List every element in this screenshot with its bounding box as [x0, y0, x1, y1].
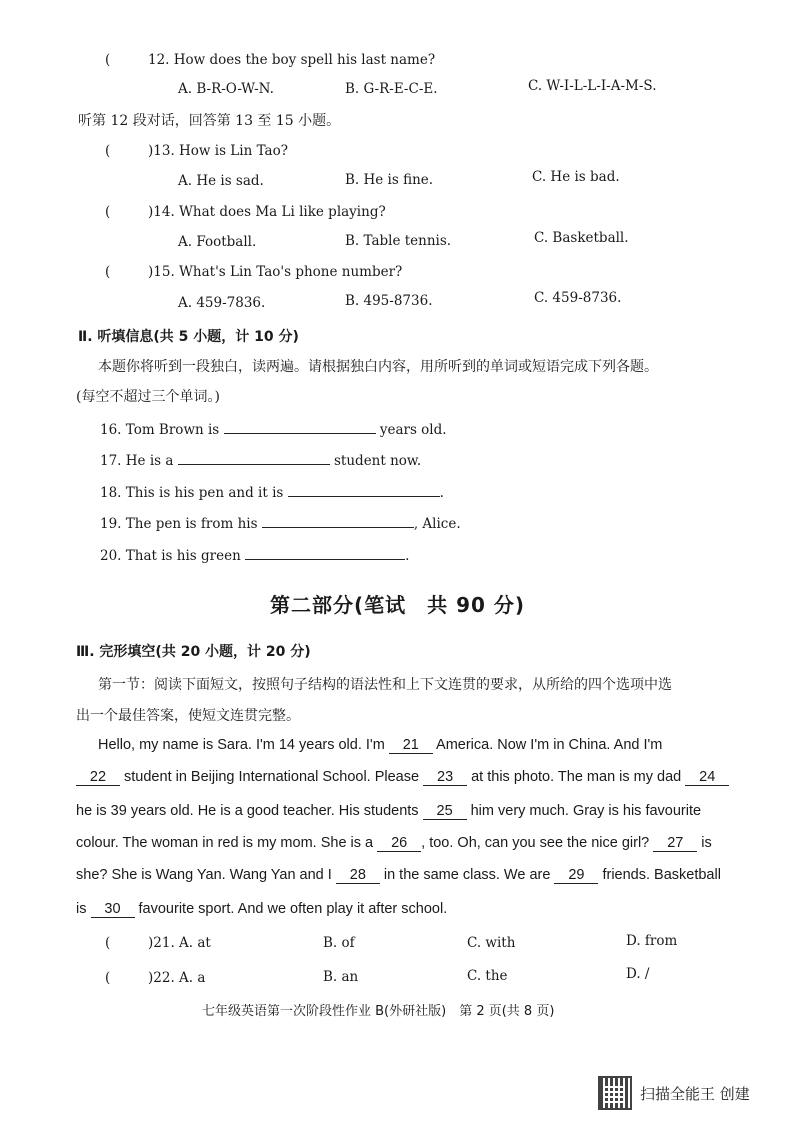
fill-item-18: 18. This is his pen and it is . [100, 485, 444, 501]
cloze-line-6: is 30 favourite sport. And we often play it after school. [76, 901, 448, 917]
listening-instruction-12: 听第 12 段对话，回答第 13 至 15 小题。 [78, 113, 341, 129]
q15-paren: ( [105, 264, 111, 280]
cloze-blank-25[interactable]: 25 [423, 803, 467, 820]
cloze-line-4: colour. The woman in red is my mom. She is a 26 , too. Oh, can you see the nice girl? 27 is [76, 835, 712, 851]
q14-paren: ( [105, 204, 111, 220]
q12-option-c: C. W-I-L-L-I-A-M-S. [528, 78, 657, 94]
q12-stem: 12. How does the boy spell his last name? [148, 52, 436, 68]
q14-stem: )14. What does Ma Li like playing? [148, 204, 386, 220]
cloze-blank-22[interactable]: 22 [76, 769, 120, 786]
cloze-line-5: she? She is Wang Yan. Wang Yan and I 28 in the same class. We are 29 friends. Basketball [76, 867, 721, 883]
fill-item-20: 20. That is his green . [100, 548, 410, 564]
section3-instruction-cont: 出一个最佳答案，使短文连贯完整。 [76, 708, 300, 724]
cloze-blank-21[interactable]: 21 [389, 737, 433, 754]
cloze-line-3: he is 39 years old. He is a good teacher. His students 25 him very much. Gray is his favourite [76, 803, 702, 819]
q22-paren: ( [105, 970, 111, 986]
page-footer: 七年级英语第一次阶段性作业 B(外研社版) 第 2 页(共 8 页) [202, 1004, 555, 1019]
q13-option-a: A. He is sad. [178, 173, 264, 189]
fill-item-16: 16. Tom Brown is years old. [100, 422, 447, 438]
part2-title: 第二部分(笔试 共 90 分) [270, 593, 526, 617]
cloze-blank-27[interactable]: 27 [653, 835, 697, 852]
cloze-blank-30[interactable]: 30 [91, 901, 135, 918]
answer-blank-19[interactable] [262, 515, 414, 528]
q15-option-c: C. 459-8736. [534, 290, 622, 306]
q12-paren: ( [105, 52, 111, 68]
q13-option-c: C. He is bad. [532, 169, 620, 185]
q15-option-a: A. 459-7836. [178, 295, 266, 311]
section3-instruction: 第一节：阅读下面短文，按照句子结构的语法性和上下文连贯的要求，从所给的四个选项中选 [98, 677, 672, 693]
q22-option-d: D. / [626, 966, 650, 982]
cloze-line-2: 22 student in Beijing International School. Please 23 at this photo. The man is my dad 24 [76, 769, 729, 786]
answer-blank-16[interactable] [224, 421, 376, 434]
q12-option-b: B. G-R-E-C-E. [345, 81, 438, 97]
q13-stem: )13. How is Lin Tao? [148, 143, 288, 159]
fill-item-19: 19. The pen is from his , Alice. [100, 516, 461, 532]
q15-option-b: B. 495-8736. [345, 293, 433, 309]
fill-item-17: 17. He is a student now. [100, 453, 422, 469]
q14-option-a: A. Football. [178, 234, 257, 250]
q21-option-c: C. with [467, 935, 516, 951]
cloze-line-1: Hello, my name is Sara. I'm 14 years old. I'm 21 America. Now I'm in China. And I'm [98, 737, 663, 753]
q21-option-d: D. from [626, 933, 678, 949]
section2-title: Ⅱ. 听填信息(共 5 小题，计 10 分) [78, 329, 299, 345]
q14-option-c: C. Basketball. [534, 230, 629, 246]
section2-instruction: 本题你将听到一段独白，读两遍。请根据独白内容，用所听到的单词或短语完成下列各题。 [98, 359, 658, 375]
section3-title: Ⅲ. 完形填空(共 20 小题，计 20 分) [76, 644, 311, 660]
answer-blank-18[interactable] [288, 484, 440, 497]
q13-option-b: B. He is fine. [345, 172, 434, 188]
q21-option-b: B. of [323, 935, 355, 951]
scanner-brand-label: 扫描全能王 创建 [640, 1085, 750, 1103]
cloze-blank-28[interactable]: 28 [336, 867, 380, 884]
q12-option-a: A. B-R-O-W-N. [178, 81, 274, 97]
cloze-blank-26[interactable]: 26 [377, 835, 421, 852]
q13-paren: ( [105, 143, 111, 159]
q15-stem: )15. What's Lin Tao's phone number? [148, 264, 403, 280]
cloze-blank-23[interactable]: 23 [423, 769, 467, 786]
cloze-blank-24[interactable]: 24 [685, 769, 729, 786]
section2-instruction-note: (每空不超过三个单词。) [76, 389, 220, 405]
cloze-blank-29[interactable]: 29 [554, 867, 598, 884]
q22-option-c: C. the [467, 968, 508, 984]
q21-paren: ( [105, 935, 111, 951]
q22-option-b: B. an [323, 969, 359, 985]
q21-stem: )21. A. at [148, 935, 211, 951]
q14-option-b: B. Table tennis. [345, 233, 452, 249]
qr-code-icon [598, 1076, 632, 1110]
answer-blank-17[interactable] [178, 452, 330, 465]
q22-stem: )22. A. a [148, 970, 206, 986]
answer-blank-20[interactable] [245, 547, 405, 560]
